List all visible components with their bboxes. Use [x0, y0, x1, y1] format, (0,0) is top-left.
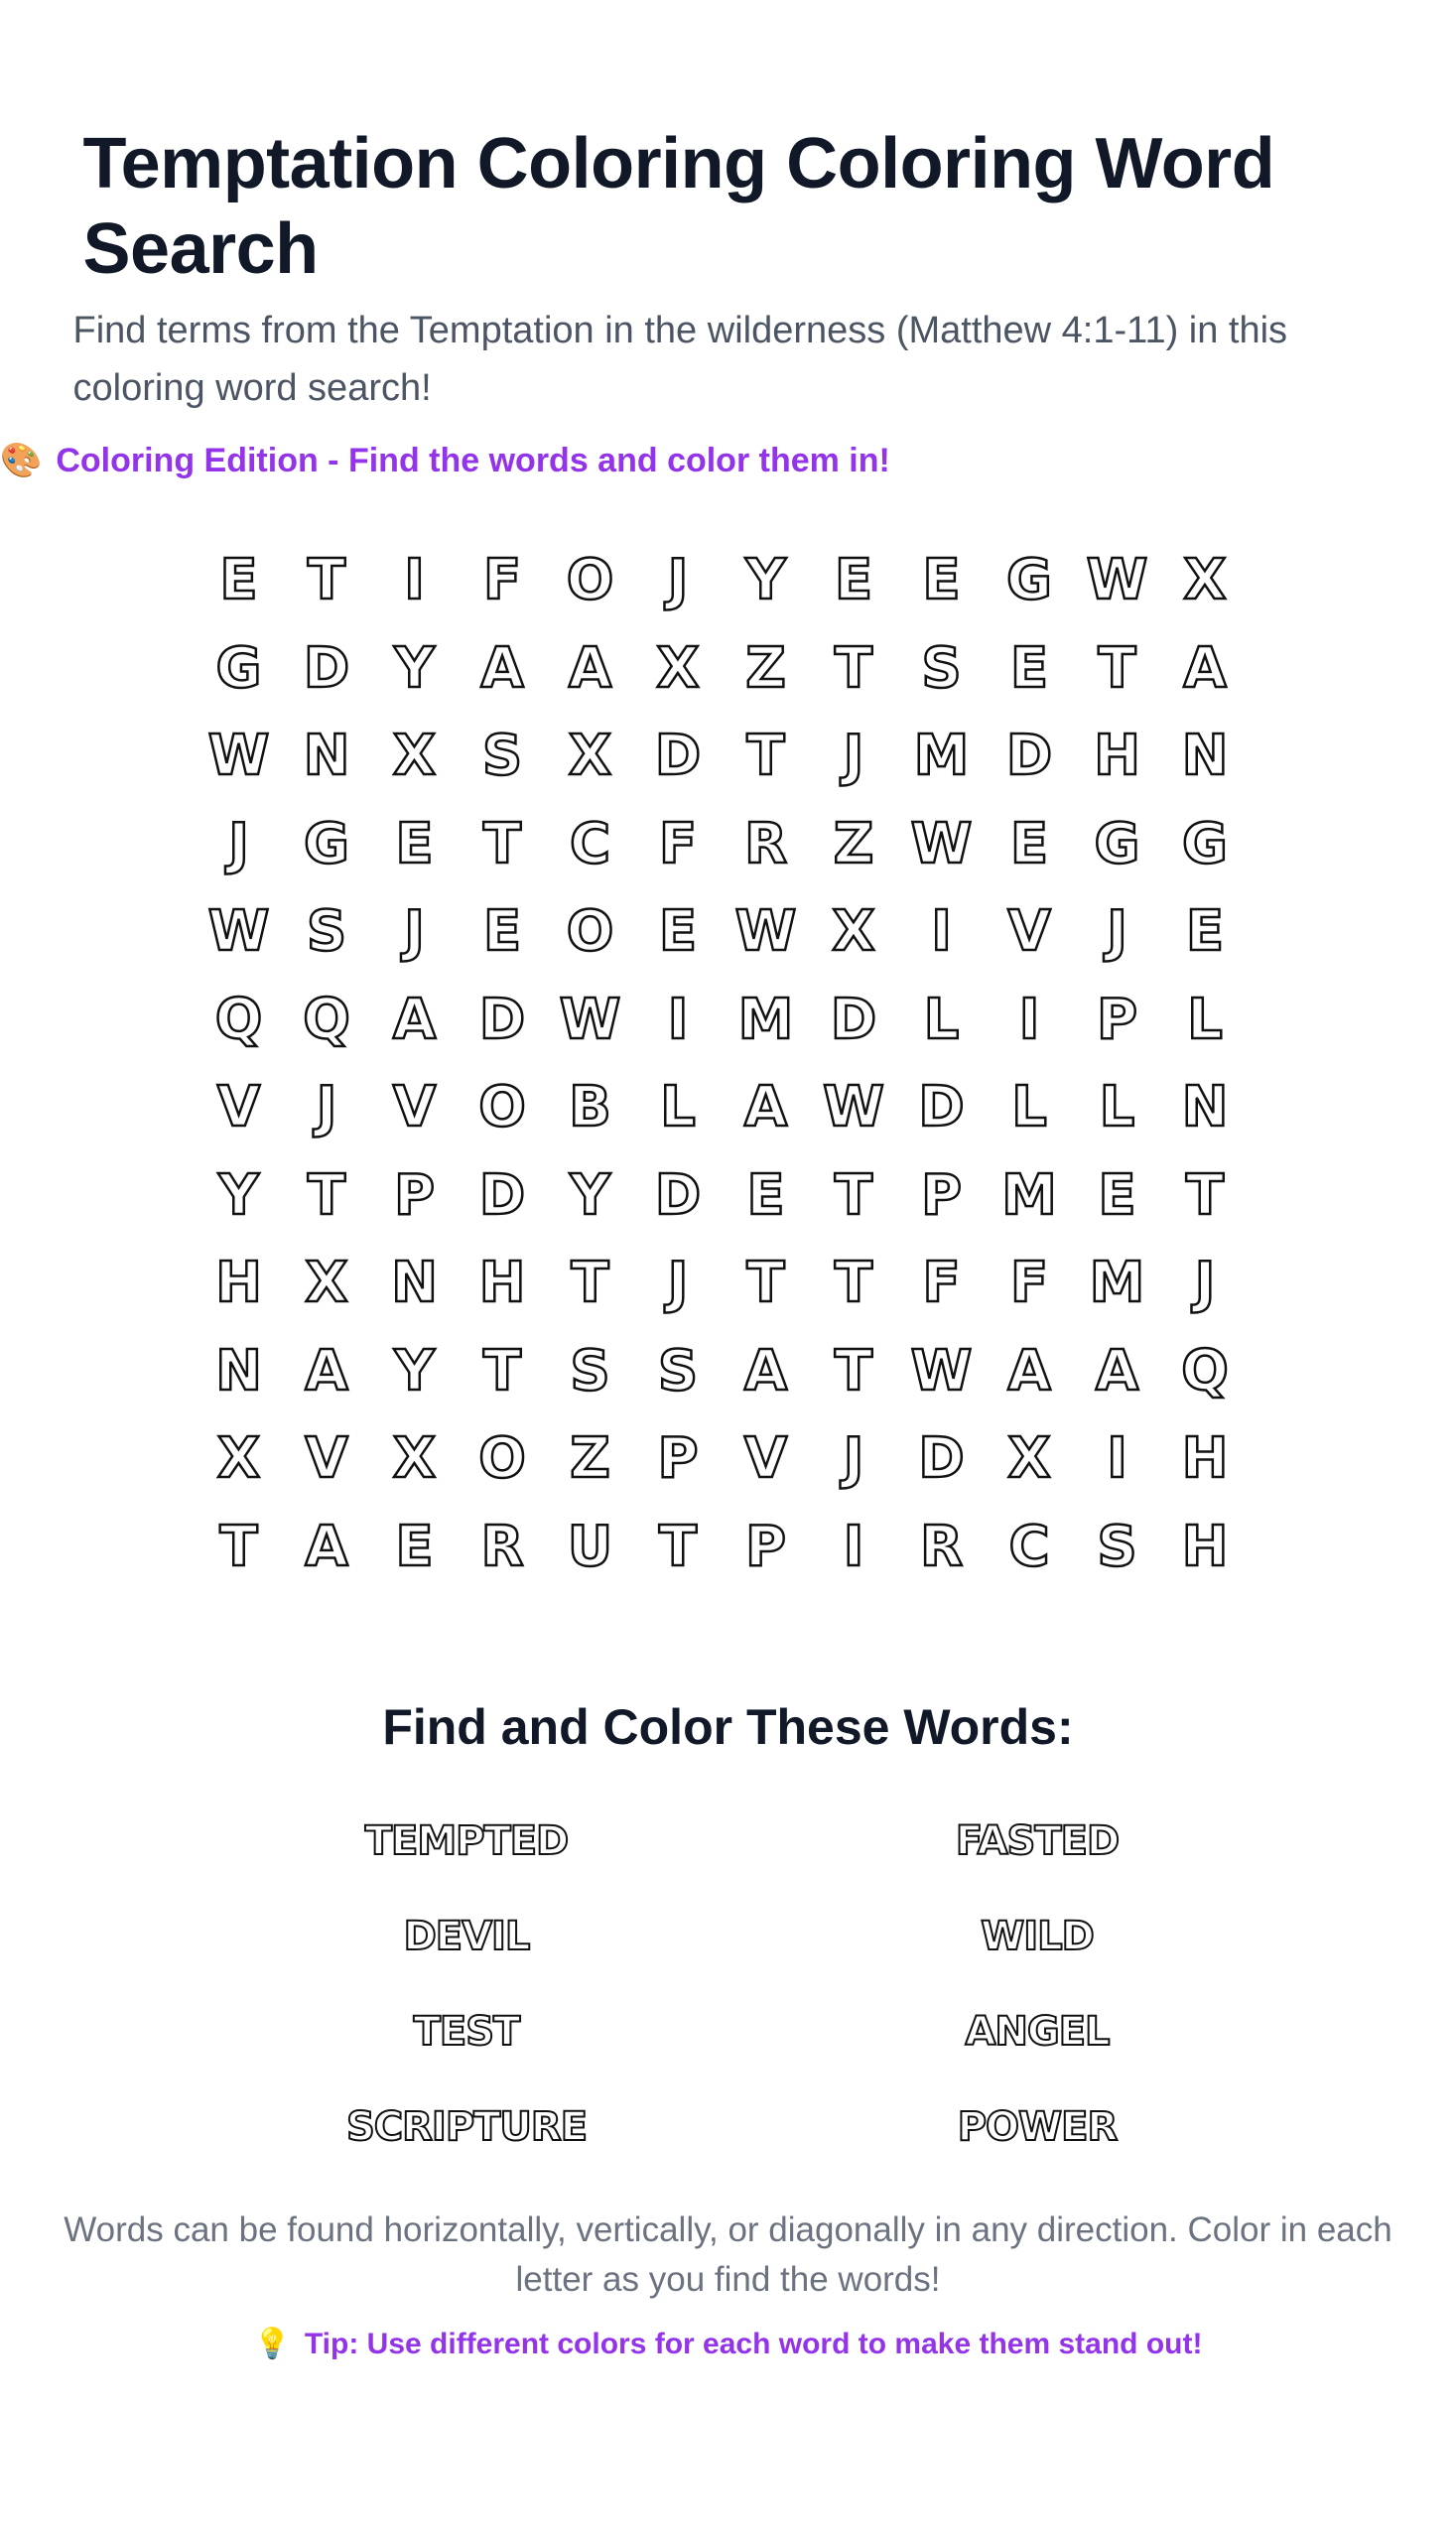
grid-letter[interactable]: J	[667, 1251, 689, 1315]
grid-letter[interactable]: D	[1005, 724, 1053, 788]
page-title: Temptation Coloring Coloring Word Search	[82, 124, 1275, 289]
grid-letter[interactable]: J	[667, 548, 689, 612]
grid-letter[interactable]: Q	[214, 987, 263, 1052]
word-list-item: DEVIL	[403, 1914, 530, 1959]
grid-letter[interactable]: O	[566, 548, 614, 612]
grid-letter[interactable]: P	[1096, 987, 1138, 1052]
grid-letter[interactable]: G	[1182, 811, 1228, 876]
grid-letter[interactable]: A	[1007, 1338, 1051, 1404]
grid-letter[interactable]: E	[834, 548, 873, 612]
grid-letter[interactable]: S	[657, 1338, 699, 1404]
grid-letter[interactable]: E	[658, 899, 698, 964]
grid-letter[interactable]: C	[1008, 1514, 1050, 1579]
grid-letter[interactable]: T	[482, 1338, 522, 1404]
grid-letter[interactable]: W	[207, 899, 270, 964]
grid-letter[interactable]: N	[303, 724, 350, 788]
grid-letter[interactable]: O	[478, 1426, 526, 1491]
grid-letter[interactable]: J	[316, 1075, 337, 1139]
grid-letter[interactable]: L	[1011, 1075, 1047, 1139]
grid-letter[interactable]: O	[566, 899, 614, 964]
grid-letter[interactable]: N	[215, 1338, 262, 1404]
instructions-label: Words can be found horizontally, vertically, or diagonally in any direction. Color in each letter as you find the words!	[64, 2210, 1392, 2299]
grid-letter[interactable]: D	[654, 724, 702, 788]
grid-letter[interactable]: Y	[218, 1162, 259, 1228]
grid-letter[interactable]: S	[921, 635, 962, 701]
grid-letter[interactable]: D	[918, 1426, 965, 1491]
grid-letter[interactable]: D	[478, 987, 526, 1052]
grid-letter[interactable]: X	[392, 724, 437, 788]
grid-letter[interactable]: T	[482, 811, 522, 876]
grid-letter[interactable]: N	[1181, 1075, 1229, 1139]
grid-letter[interactable]: I	[404, 548, 425, 612]
grid-letter[interactable]: J	[843, 1426, 864, 1491]
grid-letter[interactable]: M	[1089, 1251, 1145, 1315]
grid-letter[interactable]: W	[910, 1338, 973, 1404]
grid-letter[interactable]: F	[922, 1251, 961, 1315]
grid-letter[interactable]: V	[392, 1075, 437, 1139]
grid-letter[interactable]: V	[216, 1075, 261, 1139]
grid-letter[interactable]: X	[1007, 1426, 1051, 1491]
grid-letter[interactable]: V	[743, 1426, 788, 1491]
grid-letter[interactable]: X	[832, 899, 875, 964]
grid-letter[interactable]: P	[657, 1426, 699, 1491]
grid-letter[interactable]: G	[1094, 811, 1140, 876]
grid-letter[interactable]: I	[843, 1514, 864, 1579]
grid-letter[interactable]: Z	[833, 811, 874, 876]
word-list-item: POWER	[957, 2104, 1118, 2150]
grid-letter[interactable]: T	[307, 548, 346, 612]
grid-letter[interactable]: X	[568, 724, 612, 788]
grid-letter[interactable]: R	[919, 1514, 964, 1579]
coloring-edition-banner	[0, 439, 1456, 482]
grid-letter[interactable]: X	[656, 635, 700, 701]
word-list-item: WILD	[981, 1914, 1094, 1959]
grid-letter[interactable]: X	[216, 1426, 261, 1491]
grid-letter[interactable]: H	[215, 1251, 262, 1315]
coloring-edition-text: Coloring Edition - Find the words and color them in!	[56, 442, 890, 479]
grid-letter[interactable]: T	[834, 1251, 873, 1315]
grid-letter[interactable]: A	[743, 1338, 788, 1404]
grid-letter[interactable]: S	[481, 724, 523, 788]
grid-letter[interactable]: Z	[745, 635, 786, 701]
grid-letter[interactable]: A	[392, 987, 437, 1052]
grid-letter[interactable]: E	[395, 811, 434, 876]
grid-letter[interactable]: I	[931, 899, 952, 964]
grid-letter[interactable]: G	[304, 811, 349, 876]
palette-icon: 🎨	[0, 442, 43, 479]
grid-letter[interactable]: W	[734, 899, 797, 964]
grid-letter[interactable]: V	[305, 1426, 348, 1491]
page-header	[0, 0, 1456, 482]
grid-letter[interactable]: W	[1086, 548, 1148, 612]
grid-letter[interactable]: D	[654, 1162, 702, 1228]
grid-letter[interactable]: G	[215, 635, 262, 701]
grid-letter[interactable]: E	[1098, 1162, 1136, 1228]
grid-letter[interactable]: O	[478, 1075, 526, 1139]
grid-letter[interactable]: D	[478, 1162, 526, 1228]
grid-letter[interactable]: W	[207, 724, 270, 788]
grid-letter[interactable]: M	[737, 987, 794, 1052]
grid-letter[interactable]: T	[1098, 635, 1136, 701]
grid-letter[interactable]: T	[834, 1338, 873, 1404]
grid-letter[interactable]: L	[1187, 987, 1223, 1052]
grid-letter[interactable]: T	[834, 1162, 873, 1228]
grid-letter[interactable]: I	[1107, 1426, 1127, 1491]
grid-letter[interactable]: L	[660, 1075, 696, 1139]
grid-letter[interactable]: T	[834, 635, 873, 701]
grid-letter[interactable]: A	[1095, 1338, 1139, 1404]
grid-letter[interactable]: T	[1185, 1162, 1225, 1228]
grid-letter[interactable]: I	[1018, 987, 1040, 1052]
grid-letter[interactable]: X	[305, 1251, 348, 1315]
grid-letter[interactable]: Q	[1181, 1338, 1229, 1404]
grid-letter[interactable]: P	[744, 1514, 787, 1579]
grid-letter[interactable]: E	[482, 899, 522, 964]
grid-letter[interactable]: T	[658, 1514, 698, 1579]
instructions-text	[0, 2206, 1456, 2305]
grid-letter[interactable]: L	[1099, 1075, 1135, 1139]
grid-letter[interactable]: Y	[745, 548, 786, 612]
grid-letter[interactable]: T	[746, 724, 785, 788]
grid-letter[interactable]: P	[920, 1162, 963, 1228]
grid-letter[interactable]: N	[391, 1251, 438, 1315]
grid-letter[interactable]: T	[219, 1514, 258, 1579]
grid-letter[interactable]: Q	[303, 987, 350, 1052]
grid-letter[interactable]: M	[913, 724, 970, 788]
grid-letter[interactable]: C	[569, 811, 611, 876]
grid-letter[interactable]: D	[918, 1075, 965, 1139]
grid-letter[interactable]: A	[568, 635, 612, 701]
grid-letter[interactable]: Y	[394, 635, 435, 701]
grid-letter[interactable]: E	[746, 1162, 785, 1228]
grid-letter[interactable]: J	[1107, 899, 1127, 964]
grid-letter[interactable]: T	[746, 1251, 785, 1315]
grid-letter[interactable]: J	[228, 811, 249, 876]
grid-letter[interactable]: H	[1181, 1514, 1229, 1579]
grid-letter[interactable]: A	[305, 1514, 348, 1579]
grid-letter[interactable]: X	[1183, 548, 1227, 612]
grid-letter[interactable]: R	[743, 811, 788, 876]
grid-letter[interactable]: G	[1006, 548, 1052, 612]
word-list-item: ANGEL	[965, 2009, 1110, 2055]
grid-letter[interactable]: F	[1009, 1251, 1049, 1315]
word-list-item: SCRIPTURE	[345, 2104, 588, 2150]
word-list-title: Find and Color These Words:	[382, 1699, 1074, 1755]
grid-letter[interactable]: R	[480, 1514, 524, 1579]
word-list-item: FASTED	[955, 1818, 1120, 1864]
grid-letter[interactable]: J	[404, 899, 425, 964]
word-list-item: TEST	[413, 2009, 520, 2055]
grid-letter[interactable]: S	[1097, 1514, 1137, 1579]
grid-letter[interactable]: T	[571, 1251, 609, 1315]
grid-letter[interactable]: J	[843, 724, 864, 788]
grid-letter[interactable]: D	[830, 987, 877, 1052]
grid-letter[interactable]: L	[923, 987, 960, 1052]
grid-letter[interactable]: Y	[394, 1338, 435, 1404]
grid-letter[interactable]: S	[570, 1338, 610, 1404]
grid-letter[interactable]: F	[658, 811, 698, 876]
grid-letter[interactable]: F	[482, 548, 522, 612]
grid-letter[interactable]: A	[480, 635, 524, 701]
grid-letter[interactable]: E	[395, 1514, 434, 1579]
grid-letter[interactable]: H	[1181, 1426, 1229, 1491]
grid-letter[interactable]: Y	[570, 1162, 610, 1228]
page-subtitle: Find terms from the Temptation in the wilderness (Matthew 4:1-11) in this coloring word search!	[72, 310, 1288, 409]
grid-letter[interactable]: J	[1194, 1251, 1216, 1315]
grid-letter[interactable]: I	[667, 987, 689, 1052]
word-list-item: TEMPTED	[364, 1818, 569, 1864]
grid-letter[interactable]: V	[1007, 899, 1051, 964]
grid-letter[interactable]: T	[307, 1162, 346, 1228]
grid-letter[interactable]: U	[567, 1514, 613, 1579]
grid-letter[interactable]: N	[1181, 724, 1229, 788]
grid-letter[interactable]: Z	[570, 1426, 610, 1491]
grid-letter[interactable]: B	[569, 1075, 611, 1139]
tip-text: Tip: Use different colors for each word to make them stand out!	[304, 2328, 1203, 2360]
grid-letter[interactable]: X	[392, 1426, 437, 1491]
word-search-grid-container	[0, 536, 1456, 1598]
grid-letter[interactable]: S	[306, 899, 347, 964]
grid-letter[interactable]: E	[1185, 899, 1225, 964]
word-search-grid	[183, 536, 1274, 1598]
grid-letter[interactable]: E	[1009, 635, 1049, 701]
grid-letter[interactable]: E	[1009, 811, 1049, 876]
grid-letter[interactable]: D	[303, 635, 350, 701]
grid-letter[interactable]: A	[305, 1338, 348, 1404]
grid-letter[interactable]: H	[478, 1251, 526, 1315]
grid-letter[interactable]: W	[559, 987, 621, 1052]
tip-banner	[0, 2325, 1456, 2364]
grid-letter[interactable]: A	[1183, 635, 1227, 701]
grid-letter[interactable]: W	[823, 1075, 884, 1139]
grid-letter[interactable]: W	[910, 811, 973, 876]
grid-letter[interactable]: H	[1094, 724, 1140, 788]
lightbulb-icon: 💡	[253, 2328, 291, 2360]
grid-letter[interactable]: M	[1001, 1162, 1057, 1228]
grid-letter[interactable]: A	[743, 1075, 788, 1139]
grid-letter[interactable]: E	[922, 548, 961, 612]
grid-letter[interactable]: P	[393, 1162, 436, 1228]
grid-letter[interactable]: E	[219, 548, 258, 612]
